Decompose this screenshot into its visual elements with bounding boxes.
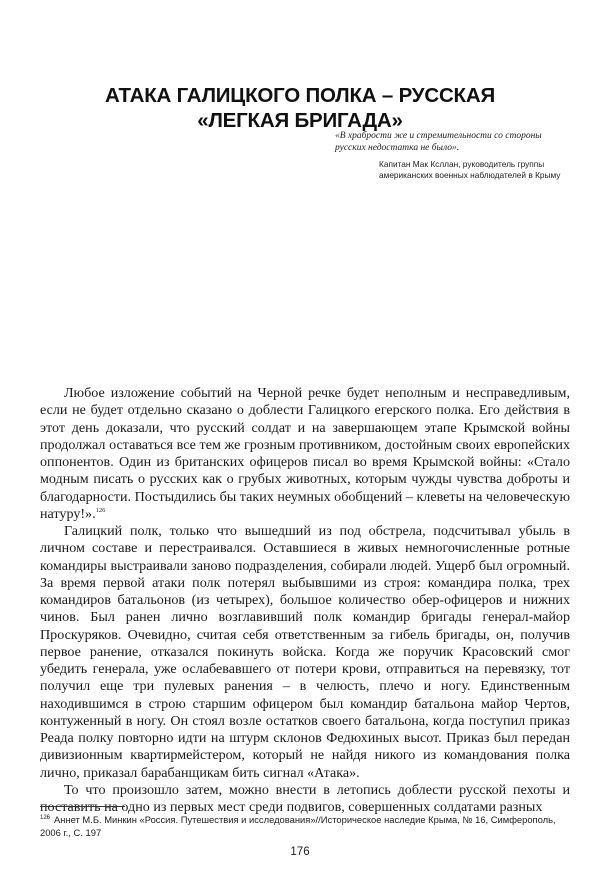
chapter-title-line-2: «ЛЕГКАЯ БРИГАДА» [197, 108, 403, 132]
chapter-title [60, 83, 540, 133]
footnote-divider [40, 806, 125, 807]
paragraph-1-text: Любое изложение событий на Черной речке будет неполным и несправедливым, если не будет отдельно сказано о доблести Галицкого егерского полка. Его действия в этот день доказали, что русский солдат и на завершающем этапе Крымской войны продолжал оставаться все тем же грозным противником, достойным своих европейских оппонентов. Один из британских офицеров писал во время Крымской войны: «Стало модным писать о русских как о грубых животных, которым чужды чувства доброты и благодарности. Постыдились бы таких неумных обобщений – клеветы на человеческую натуру!». [40, 385, 570, 522]
body-text [40, 385, 570, 816]
epigraph [335, 131, 570, 181]
footnote [40, 812, 570, 839]
footnote-number: 126 [40, 815, 51, 821]
footnote-text: Аннет М.Б. Минкин «Россия. Путешествия и исследования»//Историческое наследие Крыма, № 16, Симферополь, 2006 г., С. 197 [40, 814, 556, 838]
page-number: 176 [290, 846, 310, 858]
chapter-title-line-1: АТАКА ГАЛИЦКОГО ПОЛКА – РУССКАЯ [104, 83, 496, 107]
paragraph-3: То что произошло затем, можно внести в летопись доблести русской пехоты и поставить на одно из первых мест среди подвигов, совершенных солдатами разных [40, 781, 570, 815]
epigraph-quote: «В храбрости же и стремительности со стороны русских недостатка не было». [335, 131, 542, 153]
epigraph-attribution: Капитан Мак Ксллан, руководитель группы американских военных наблюдателей в Крыму [379, 159, 561, 180]
paragraph-2: Галицкий полк, только что вышедший из под обстрела, подсчитывал убыль в личном составе и перестраивался. Оставшиеся в живых немногочисленные ротные командиры выстраивали заново подразделения, собирали людей. Ущерб был огромный. За время первой атаки полк потерял выбывшими из строя: командира полка, трех командиров батальонов (из четырех), большое количество обер-офицеров и нижних чинов. Был ранен лично возглавивший полк командир бригады генерал-майор Проскуряков. Очевидно, считая себя ответственным за гибель бригады, он, получив первое ранение, отказался покинуть войска. Когда же поручик Красовский смог убедить генерала, уже ослабевавшего от потери крови, отправиться на перевязку, тот получил еще три пулевых ранения – в челюсть, плечо и ногу. Единственным находившимся в строю старшим офицером был командир батальона майор Чертов, контуженный в ногу. Он стоял возле остатков своего батальона, когда поступил приказ Реада полку повторно идти на штурм склонов Федюхиных высот. Приказ был передан дивизионным квартирмейстером, который не найдя никого из командования полка лично, приказал барабанщикам бить сигнал «Атака». [40, 523, 570, 781]
paragraph-1 [40, 385, 570, 523]
footnote-ref: 126 [95, 506, 106, 514]
